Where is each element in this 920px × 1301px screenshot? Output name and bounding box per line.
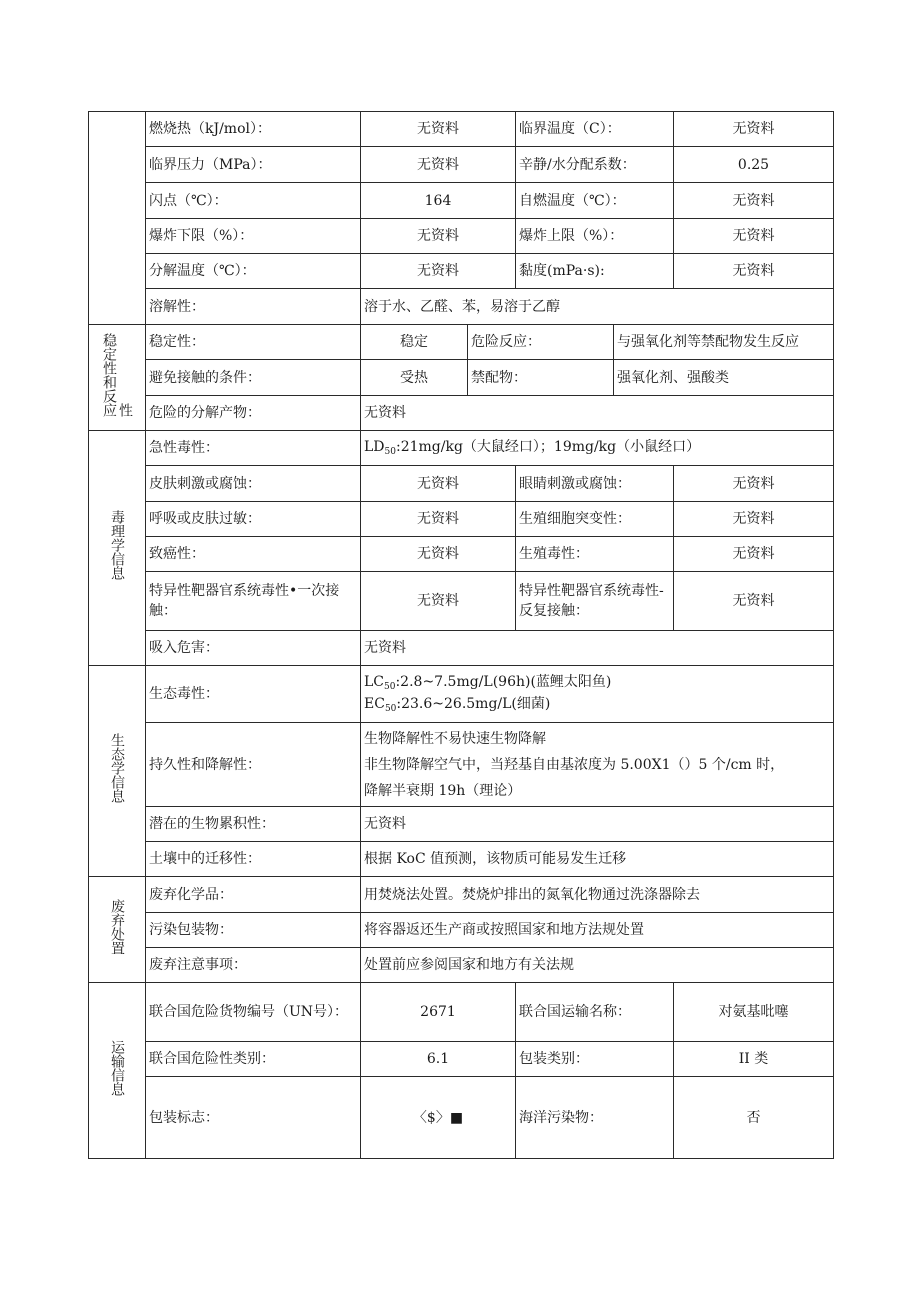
phys-row: [89, 183, 834, 219]
phys-label: 临界压力（MPa）：: [146, 147, 361, 183]
soil-label: 土壤中的迁移性：: [146, 842, 361, 877]
acute-prefix: LD: [364, 439, 385, 455]
phys-value2: 无资料: [674, 183, 834, 219]
lc-rest: :2.8~7.5mg/L(96h)(蓝鲤太阳鱼): [395, 674, 612, 690]
hazard-reaction-label: 危险反应：: [468, 325, 614, 360]
marine-value: 否: [674, 1077, 834, 1159]
tox-value: 无资料: [361, 572, 516, 631]
stability-label: 稳定性：: [146, 325, 361, 360]
sds-sheet: [88, 111, 833, 1159]
section-stability: [89, 325, 146, 431]
persist-label: 持久性和降解性：: [146, 723, 361, 807]
un-value: 2671: [361, 983, 516, 1042]
section-toxicology-title: 毒理学信息: [109, 510, 125, 580]
disposal-row: [89, 948, 834, 983]
tox-label: 呼吸或皮肤过敏：: [146, 502, 361, 537]
phys-value2: 0.25: [674, 147, 834, 183]
eco-row: [89, 666, 834, 723]
eco-ec-line: [364, 694, 830, 716]
eco-lc-line: [364, 672, 830, 694]
persist-line: 非生物降解空气中，当羟基自由基浓度为 5.00X1（）5 个/cm 时，: [364, 756, 785, 773]
stability-row: [89, 360, 834, 396]
ec-prefix: EC: [364, 696, 385, 712]
tox-label2: 特异性靶器官系统毒性-反复接触：: [516, 572, 674, 631]
bio-row: [89, 807, 834, 842]
section-transport-title: 运输信息: [109, 1039, 125, 1096]
eco-label: 生态毒性：: [146, 666, 361, 723]
solubility-label: 溶解性：: [146, 289, 361, 325]
phys-value2: 无资料: [674, 112, 834, 147]
ec-sub: 50: [384, 704, 397, 714]
persist-row: [89, 723, 834, 807]
acute-label: 急性毒性：: [146, 431, 361, 466]
section-stability-title-tail: 性: [117, 402, 133, 417]
phys-row: [89, 112, 834, 147]
disposal-row: [89, 877, 834, 913]
tox-row: [89, 537, 834, 572]
eco-value: [361, 666, 834, 723]
note-label: 废弃注意事项：: [146, 948, 361, 983]
tox-label2: 生殖细胞突变性：: [516, 502, 674, 537]
lc-sub: 50: [384, 682, 396, 692]
stability-row: [89, 325, 834, 360]
decomp-value: 无资料: [361, 396, 834, 431]
tox-value: 无资料: [361, 502, 516, 537]
solubility-value: 溶于水、乙醛、苯，易溶于乙醇: [361, 289, 834, 325]
un-name-value: 对氨基吡噻: [674, 983, 834, 1042]
section-ecology: [89, 666, 146, 877]
decomp-label: 危险的分解产物：: [146, 396, 361, 431]
phys-label2: 辛静/水分配系数：: [516, 147, 674, 183]
section-disposal-title: 废弃处置: [109, 898, 125, 955]
section-stability-title: 稳定性和反应: [101, 332, 117, 417]
persist-line: 生物降解性不易快速生物降解: [364, 730, 546, 747]
phys-value: 164: [361, 183, 516, 219]
phys-value2: 无资料: [674, 254, 834, 289]
tox-value2: 无资料: [674, 572, 834, 631]
marine-label: 海洋污染物：: [516, 1077, 674, 1159]
section-transport: [89, 983, 146, 1159]
phys-label2: 临界温度（C）：: [516, 112, 674, 147]
soil-value: 根据 KoC 值预测，该物质可能易发生迁移: [361, 842, 834, 877]
bio-value: 无资料: [361, 807, 834, 842]
tox-value2: 无资料: [674, 537, 834, 572]
lc-prefix: LC: [364, 674, 385, 690]
pack-label: 污染包装物：: [146, 913, 361, 948]
persist-line: 降解半衰期 19h（理论）: [364, 782, 522, 799]
class-value: 6.1: [361, 1042, 516, 1077]
transport-row: [89, 983, 834, 1042]
incompatible-label: 禁配物：: [468, 360, 614, 396]
phys-value: 无资料: [361, 254, 516, 289]
section-physical: [89, 112, 146, 325]
tox-value: 无资料: [361, 537, 516, 572]
tox-value2: 无资料: [674, 466, 834, 502]
acute-value: [361, 431, 834, 466]
waste-label: 废弃化学品：: [146, 877, 361, 913]
un-label: 联合国危险货物编号（UN号）：: [146, 983, 361, 1042]
inhalation-row: [89, 631, 834, 666]
note-value: 处置前应参阅国家和地方有关法规: [361, 948, 834, 983]
phys-label2: 爆炸上限（%）：: [516, 219, 674, 254]
pkg-label: 包装类别：: [516, 1042, 674, 1077]
tox-value: 无资料: [361, 466, 516, 502]
phys-label: 燃烧热（kJ/mol）：: [146, 112, 361, 147]
phys-row: [89, 147, 834, 183]
phys-label: 分解温度（℃）：: [146, 254, 361, 289]
tox-label: 皮肤刺激或腐蚀：: [146, 466, 361, 502]
inhalation-label: 吸入危害：: [146, 631, 361, 666]
phys-label: 闪点（℃）：: [146, 183, 361, 219]
tox-value2: 无资料: [674, 502, 834, 537]
phys-row: [89, 219, 834, 254]
tox-row: [89, 502, 834, 537]
soil-row: [89, 842, 834, 877]
pack-value: 将容器返还生产商或按照国家和地方法规处置: [361, 913, 834, 948]
class-label: 联合国危险性类别：: [146, 1042, 361, 1077]
tox-label2: 眼睛刺激或腐蚀：: [516, 466, 674, 502]
pkg-value: II 类: [674, 1042, 834, 1077]
tox-label: 特异性靶器官系统毒性•一次接触：: [146, 572, 361, 631]
transport-row: [89, 1077, 834, 1159]
avoid-value: 受热: [361, 360, 468, 396]
tox-acute-row: [89, 431, 834, 466]
transport-row: [89, 1042, 834, 1077]
ec-rest: :23.6~26.5mg/L(细菌): [396, 696, 551, 712]
solubility-row: [89, 289, 834, 325]
section-ecology-title: 生态学信息: [109, 733, 125, 803]
acute-rest: :21mg/kg（大鼠经口）；19mg/kg（小鼠经口）: [395, 439, 701, 455]
phys-label: 爆炸下限（%）：: [146, 219, 361, 254]
waste-value: 用焚烧法处置。焚烧炉排出的氮氧化物通过洗涤器除去: [361, 877, 834, 913]
section-toxicology: [89, 431, 146, 666]
phys-row: [89, 254, 834, 289]
tox-row: [89, 572, 834, 631]
hazard-reaction-value: 与强氧化剂等禁配物发生反应: [614, 325, 834, 360]
mark-label: 包装标志：: [146, 1077, 361, 1159]
tox-row: [89, 466, 834, 502]
avoid-label: 避免接触的条件：: [146, 360, 361, 396]
phys-label2: 自燃温度（℃）：: [516, 183, 674, 219]
disposal-row: [89, 913, 834, 948]
phys-value: 无资料: [361, 219, 516, 254]
bio-label: 潜在的生物累积性：: [146, 807, 361, 842]
phys-label2: 黏度(mPa·s):: [516, 254, 674, 289]
phys-value2: 无资料: [674, 219, 834, 254]
incompatible-value: 强氧化剂、强酸类: [614, 360, 834, 396]
stability-row: [89, 396, 834, 431]
un-name-label: 联合国运输名称：: [516, 983, 674, 1042]
stability-value: 稳定: [361, 325, 468, 360]
persist-value: [361, 723, 834, 807]
inhalation-value: 无资料: [361, 631, 834, 666]
phys-value: 无资料: [361, 147, 516, 183]
acute-sub: 50: [384, 447, 396, 457]
sds-table: [88, 111, 834, 1159]
phys-value: 无资料: [361, 112, 516, 147]
section-disposal: [89, 877, 146, 983]
mark-value: 〈$〉■: [361, 1077, 516, 1159]
tox-label: 致癌性：: [146, 537, 361, 572]
tox-label2: 生殖毒性：: [516, 537, 674, 572]
